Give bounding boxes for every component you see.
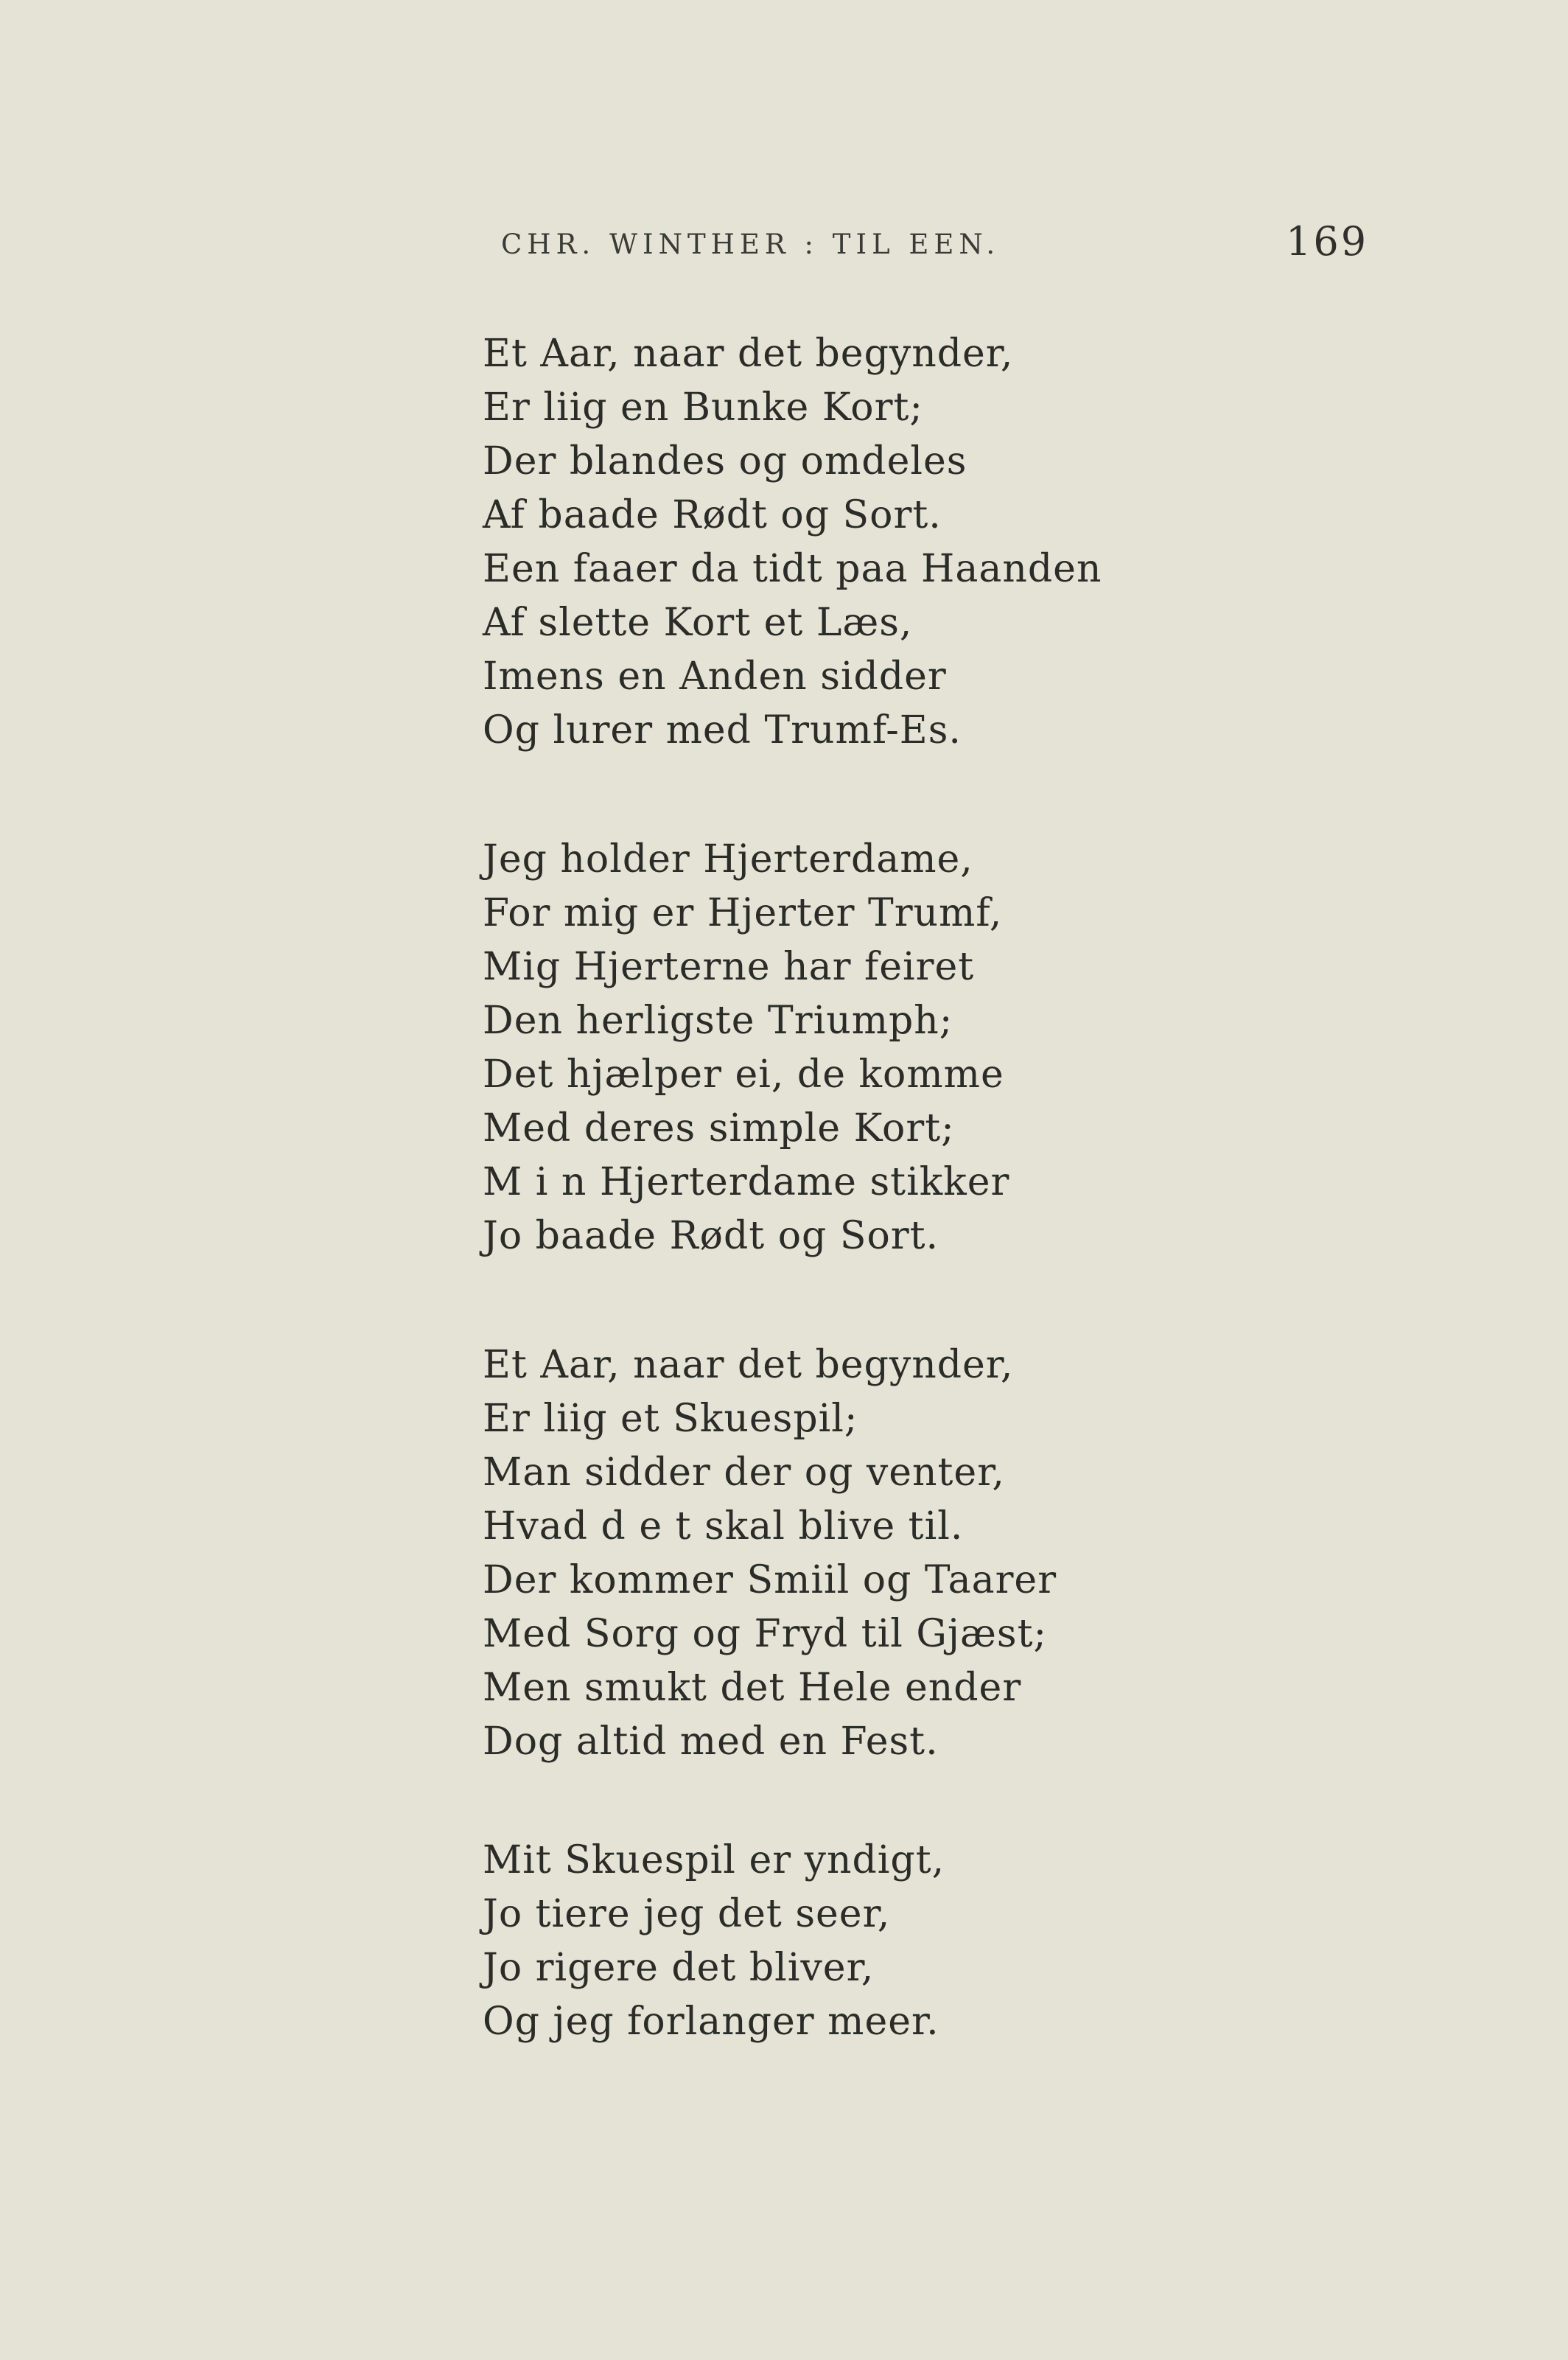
poem-line: Det hjælper ei, de komme xyxy=(483,1052,1004,1097)
poem-line: Af baade Rødt og Sort. xyxy=(483,493,942,537)
poem-line: Jo tiere jeg det seer, xyxy=(483,1892,891,1936)
poem-line: Dog altid med en Fest. xyxy=(483,1720,939,1764)
poem-line: Og jeg forlanger meer. xyxy=(483,2000,939,2044)
poem-line: Jo baade Rødt og Sort. xyxy=(483,1214,939,1258)
poem-line: Men smukt det Hele ender xyxy=(483,1666,1022,1710)
stanza-2 xyxy=(483,833,1441,1263)
poem-line: Med deres simple Kort; xyxy=(483,1106,955,1151)
poem-line: Den herligste Triumph; xyxy=(483,999,953,1043)
poem-line: Man sidder der og venter, xyxy=(483,1450,1005,1495)
poem-line: For mig er Hjerter Trumf, xyxy=(483,891,1003,935)
poem-line: M i n Hjerterdame stikker xyxy=(483,1160,1010,1204)
poem-line: Og lurer med Trumf-Es. xyxy=(483,708,962,753)
running-title: CHR. WINTHER : TIL EEN. xyxy=(501,228,1001,260)
poem-line: Een faaer da tidt paa Haanden xyxy=(483,547,1102,591)
poem-line: Jeg holder Hjerterdame, xyxy=(483,837,973,881)
poem-line: Er liig et Skuespil; xyxy=(483,1397,858,1441)
poem-line: Af slette Kort et Læs, xyxy=(483,601,913,645)
poem-line: Der kommer Smiil og Taarer xyxy=(483,1558,1057,1602)
stanza-1 xyxy=(483,327,1441,758)
poem-line: Et Aar, naar det begynder, xyxy=(483,332,1014,376)
poem-line: Et Aar, naar det begynder, xyxy=(483,1343,1014,1387)
poem-line: Mit Skuespil er yndigt, xyxy=(483,1838,945,1882)
poem-line: Hvad d e t skal blive til. xyxy=(483,1504,964,1549)
poem-line: Jo rigere det bliver, xyxy=(483,1946,875,1990)
poem xyxy=(483,327,1441,2124)
poem-line: Imens en Anden sidder xyxy=(483,654,947,699)
stanza-4 xyxy=(483,1834,1441,2049)
poem-line: Med Sorg og Fryd til Gjæst; xyxy=(483,1612,1048,1656)
poem-line: Mig Hjerterne har feiret xyxy=(483,945,975,989)
poem-line: Er liig en Bunke Kort; xyxy=(483,385,923,430)
poem-line: Der blandes og omdeles xyxy=(483,439,967,483)
page-number: 169 xyxy=(1286,218,1369,265)
stanza-3 xyxy=(483,1338,1441,1769)
